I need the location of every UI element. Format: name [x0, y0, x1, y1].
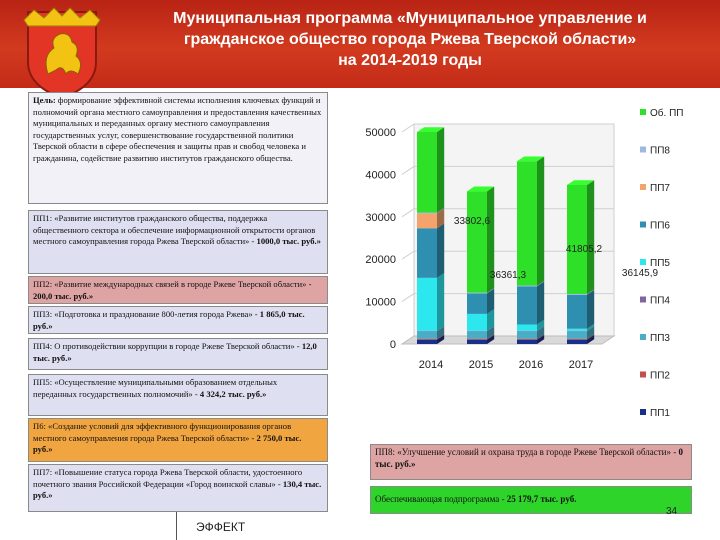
y-tick-label: 10000 [365, 296, 396, 309]
data-label: 36361,3 [489, 270, 527, 281]
total-amount: 25 179,7 тыс. руб. [506, 494, 577, 504]
subprogram-pp2 [28, 276, 328, 304]
pp8-text: ПП8: «Улучшение условий и охрана труда в городе Ржеве Тверской области» - [375, 447, 679, 457]
legend-swatch [640, 259, 646, 265]
legend-label: ПП5 [650, 258, 670, 269]
legend-label: ПП1 [650, 408, 670, 419]
bar-segment [417, 340, 437, 344]
bar-segment [417, 213, 437, 228]
pp1-text: ПП1: «Развитие институтов гражданского общества, поддержка общественного сектора и обеспечение информационной открытости органов местного самоуправления города Ржева Тверской области» - [33, 213, 316, 247]
bar-segment [517, 286, 537, 324]
goal-label: Цель: [33, 95, 56, 105]
total-text: Обеспечивающая подпрограмма - [375, 494, 507, 504]
bar-segment-side [537, 156, 544, 285]
bar-segment-side [587, 180, 594, 294]
gridline [402, 294, 414, 302]
x-tick-label: 2017 [568, 359, 594, 371]
bar-segment [517, 339, 537, 340]
pp8-amount: 0 тыс. руб.» [375, 447, 683, 469]
legend-swatch [640, 409, 646, 415]
budget-chart [340, 92, 720, 419]
pp7-amount: 130,4 тыс. руб.» [33, 478, 322, 501]
title-line: на 2014-2019 годы [338, 52, 482, 69]
bar-segment [467, 294, 487, 314]
bar-segment [567, 339, 587, 340]
x-tick-label: 2015 [468, 359, 494, 371]
pp3-text: ПП3: «Подготовка и празднование 800-летия города Ржева» - [33, 309, 260, 319]
pp5-amount: 4 324,2 тыс. руб.» [199, 388, 267, 399]
bar-segment [517, 161, 537, 285]
bar-segment [467, 339, 487, 340]
bar-segment [417, 331, 437, 339]
pp6-amount: 2 750,0 тыс. руб.» [33, 432, 302, 455]
subprogram-pp8 [370, 444, 692, 480]
legend-swatch [640, 334, 646, 340]
pp3-amount: 1 865,0 тыс. руб.» [33, 309, 305, 331]
pp2-text: ПП2: «Развитие международных связей в городе Ржеве Тверской области» - [33, 279, 312, 289]
goal-text: формирование эффективной системы исполнения ключевых функций и полномочий органа местного самоуправления и предоставления качественных муниципальных и переданных органу местного самоуправления государственных услуг, совершенствование государственной политики Тверской области в сфере обеспечения и защиты прав и свобод человека и гражданина, содействие развитию институтов гражданского общества. [33, 95, 322, 163]
bar-segment [417, 228, 437, 278]
legend-swatch [640, 372, 646, 378]
bar-segment [567, 329, 587, 331]
bar-segment [517, 285, 537, 286]
pp4-amount: 12,0 тыс. руб.» [33, 341, 317, 363]
bar-segment [467, 331, 487, 339]
gridline [402, 251, 414, 259]
bar-segment [417, 132, 437, 213]
y-tick-label: 0 [389, 339, 396, 351]
gridline [402, 166, 414, 174]
legend-swatch [640, 222, 646, 228]
pp5-text: ПП5: «Осуществление муниципальными образованием отдельных переданных государственных полномочий» - [33, 377, 278, 399]
gridline [402, 124, 414, 132]
data-label: 41805,2 [565, 244, 603, 255]
bar-segment [517, 324, 537, 330]
slide-title [110, 8, 710, 71]
pp1-amount: 1000,0 тыс. руб.» [256, 236, 321, 247]
bar-segment [467, 293, 487, 294]
bar-segment-side [437, 273, 444, 331]
y-tick-label: 50000 [365, 127, 396, 139]
title-line: Муниципальная программа «Муниципальное управление и [173, 10, 647, 27]
legend-label: ПП7 [650, 183, 670, 194]
pp7-text: ПП7: «Повышение статуса города Ржева Тверской области, удостоенного почетного звания Российской Федерации «Город воинской славы» - [33, 467, 303, 489]
effect-connector [176, 512, 177, 540]
bar-segment [567, 295, 587, 329]
bar-segment [567, 185, 587, 294]
legend-swatch [640, 297, 646, 303]
y-tick-label: 20000 [365, 254, 396, 267]
coat-of-arms [20, 4, 104, 100]
legend-label: ПП6 [650, 220, 670, 232]
bar-segment [417, 278, 437, 331]
legend-label: Об. ПП [650, 108, 684, 119]
bar-segment [517, 331, 537, 339]
legend-swatch [640, 184, 646, 190]
y-tick-label: 30000 [365, 211, 396, 224]
x-tick-label: 2016 [518, 359, 544, 371]
subprogram-pp7 [28, 464, 328, 512]
title-line: гражданское общество города Ржева Тверской области» [183, 31, 637, 48]
bar-segment [467, 314, 487, 331]
pp6-text: П6: «Создание условий для эффективного функционирования органов местного самоуправления города Ржева Тверской области» - [33, 421, 292, 443]
y-tick-label: 40000 [365, 169, 396, 182]
bar-segment-side [437, 223, 444, 277]
subprogram-pp4 [28, 338, 328, 370]
bar-segment [467, 191, 487, 292]
bar-segment [517, 340, 537, 344]
bar-segment-side [587, 290, 594, 329]
supporting-subprogram-total [370, 486, 692, 514]
bar-segment-side [437, 127, 444, 212]
bar-segment [567, 294, 587, 295]
x-tick-label: 2014 [418, 359, 444, 371]
data-label: 36145,9 [621, 268, 659, 279]
legend-label: ПП8 [650, 145, 670, 157]
legend-label: ПП4 [650, 295, 670, 307]
bar-segment [567, 340, 587, 344]
subprogram-pp1 [28, 210, 328, 274]
subprogram-pp6 [28, 418, 328, 462]
bar-segment [567, 331, 587, 339]
legend-swatch [640, 147, 646, 153]
gridline [402, 209, 414, 217]
data-label: 33802,6 [453, 216, 491, 227]
bar-segment [417, 213, 437, 214]
goal-box [28, 92, 328, 204]
subprogram-pp3 [28, 306, 328, 334]
legend-swatch [640, 109, 646, 115]
effect-label: ЭФФЕКТ [196, 520, 246, 534]
legend-label: ПП3 [650, 333, 670, 344]
pp4-text: ПП4: О противодействии коррупции в городе Ржеве Тверской области» - [33, 341, 302, 351]
pp2-amount: 200,0 тыс. руб.» [33, 290, 94, 301]
bar-segment-side [537, 282, 544, 325]
legend-label: ПП2 [650, 370, 670, 382]
bar-segment [417, 339, 437, 340]
page-number: 34 [666, 506, 678, 517]
bar-segment [467, 340, 487, 344]
subprogram-pp5 [28, 374, 328, 416]
